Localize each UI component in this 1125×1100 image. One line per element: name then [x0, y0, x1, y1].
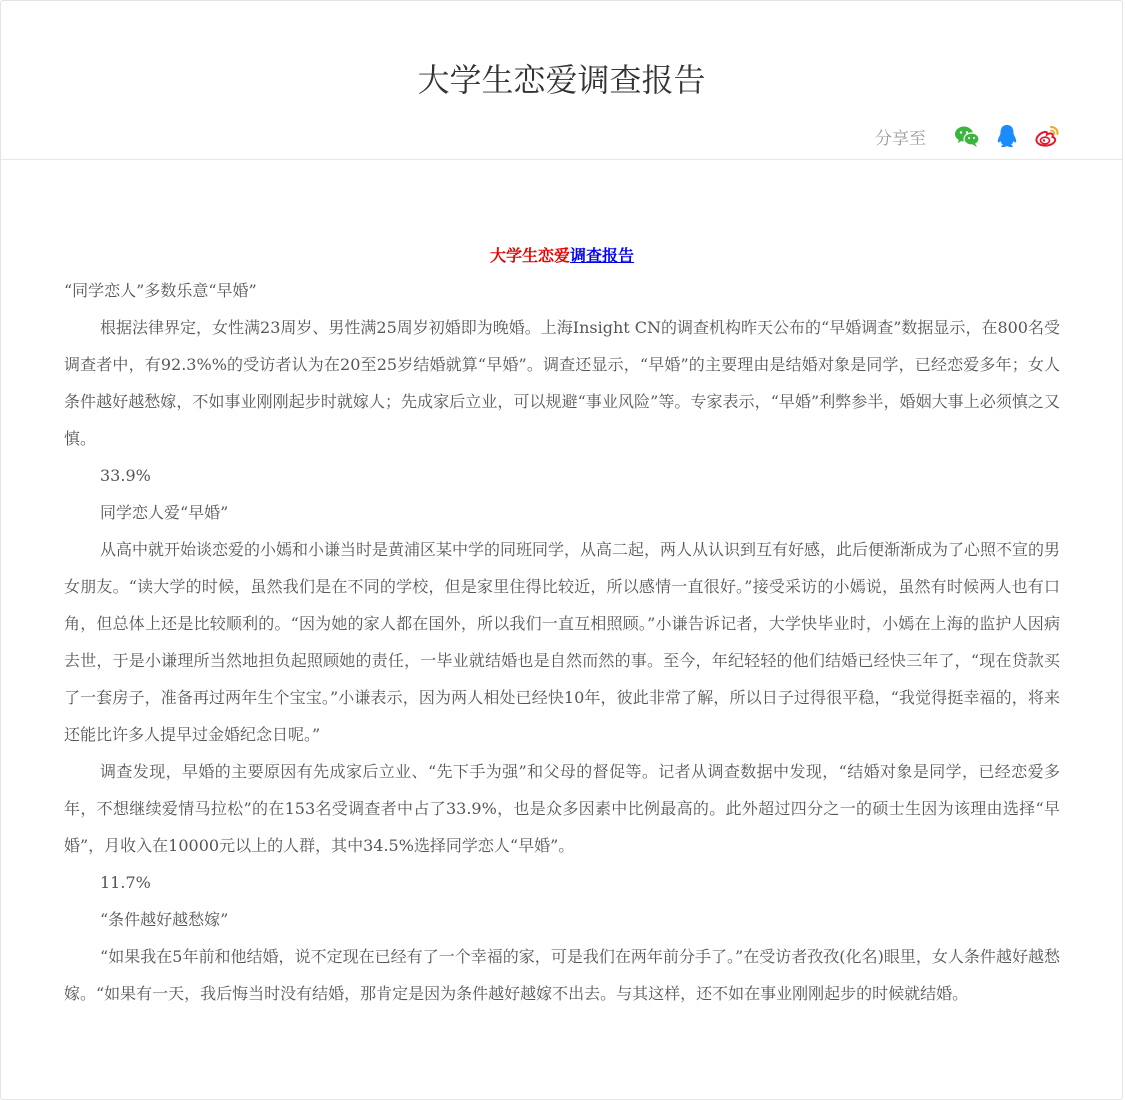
article-paragraph: 从高中就开始谈恋爱的小嫣和小谦当时是黄浦区某中学的同班同学，从高二起，两人从认识到互有好感，此后便渐渐成为了心照不宣的男女朋友。“读大学的时候，虽然我们是在不同的学校，但是家里住得比较近，所以感情一直很好。”接受采访的小嫣说，虽然有时候两人也有口角，但总体上还是比较顺利的。“因为她的家人都在国外，所以我们一直互相照顾。”小谦告诉记者，大学快毕业时，小嫣在上海的监护人因病去世，于是小谦理所当然地担负起照顾她的责任，一毕业就结婚也是自然而然的事。至今，年纪轻轻的他们结婚已经快三年了，“现在贷款买了一套房子，准备再过两年生个宝宝。”小谦表示，因为两人相处已经快10年，彼此非常了解，所以日子过得很平稳，“我觉得挺幸福的，将来还能比许多人提早过金婚纪念日呢。” — [64, 540, 1061, 744]
weibo-icon[interactable] — [1034, 123, 1060, 149]
article-paragraph: 根据法律界定，女性满23周岁、男性满25周岁初婚即为晚婚。上海Insight CN的调查机构昨天公布的“早婚调查”数据显示，在800名受调查者中，有92.3%%的受访者认为在20至25岁结婚就算“早婚”。调查还显示，“早婚”的主要理由是结婚对象是同学，已经恋爱多年；女人条件越好越愁嫁，不如事业刚刚起步时就嫁人；先成家后立业，可以规避“事业风险”等。专家表示，“早婚”利弊参半，婚姻大事上必须慎之又慎。 — [64, 318, 1060, 448]
stat-figure: 11.7% — [100, 873, 151, 892]
page-title: 大学生恋爱调查报告 — [417, 61, 706, 99]
article-title-link[interactable]: 调查报告 — [570, 246, 635, 265]
page-header — [1, 1, 1122, 160]
article-content — [1, 160, 1122, 1012]
section-heading: “同学恋人”多数乐意“早婚” — [64, 281, 257, 300]
article-title-text: 大学生恋爱 — [489, 246, 570, 265]
share-bar — [875, 123, 1060, 149]
section-heading: “条件越好越愁嫁” — [100, 910, 229, 929]
share-label: 分享至 — [875, 128, 926, 149]
stat-figure: 33.9% — [100, 466, 151, 485]
qq-icon[interactable] — [994, 123, 1020, 149]
wechat-icon[interactable] — [954, 123, 980, 149]
section-heading: 同学恋人爱“早婚” — [100, 503, 229, 522]
article-paragraph: 调查发现，早婚的主要原因有先成家后立业、“先下手为强”和父母的督促等。记者从调查数据中发现，“结婚对象是同学，已经恋爱多年，不想继续爱情马拉松”的在153名受调查者中占了33.9%，也是众多因素中比例最高的。此外超过四分之一的硕士生因为该理由选择“早婚”，月收入在10000元以上的人群，其中34.5%选择同学恋人“早婚”。 — [64, 762, 1060, 855]
article-title — [64, 242, 1060, 270]
article-paragraph: “如果我在5年前和他结婚，说不定现在已经有了一个幸福的家，可是我们在两年前分手了。”在受访者孜孜(化名)眼里，女人条件越好越愁嫁。“如果有一天，我后悔当时没有结婚，那肯定是因为条件越好越嫁不出去。与其这样，还不如在事业刚刚起步的时候就结婚。 — [64, 947, 1060, 1003]
